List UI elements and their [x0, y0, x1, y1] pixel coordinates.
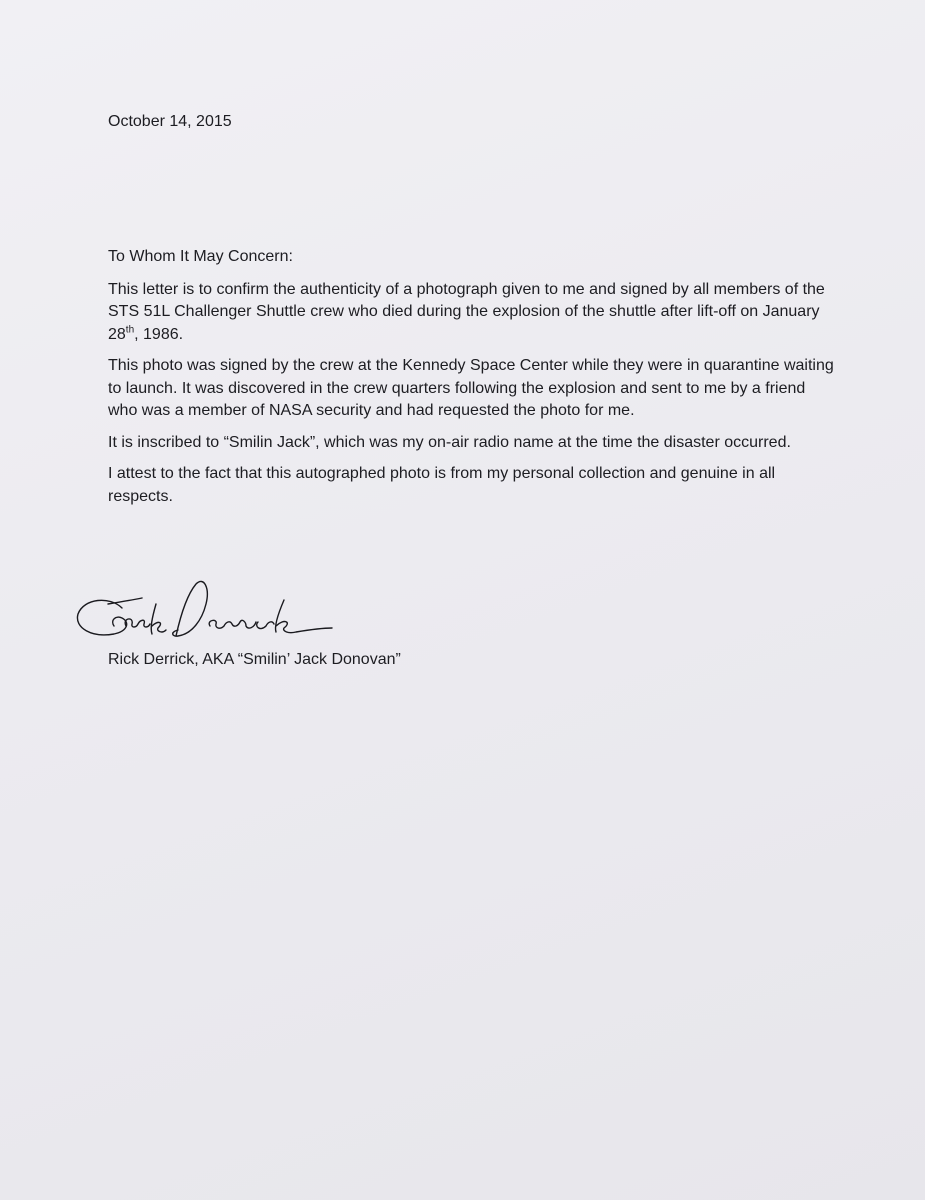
signature-drawing — [70, 578, 340, 650]
letter-body — [108, 246, 838, 517]
paragraph-authenticity — [108, 279, 838, 347]
paragraph-authenticity-year: , 1986. — [134, 325, 184, 343]
paragraph-inscription: It is inscribed to “Smilin Jack”, which was my on-air radio name at the time the disaster occurred. — [108, 433, 791, 451]
signature-strokes — [77, 581, 332, 636]
paragraph-provenance: This photo was signed by the crew at the Kennedy Space Center while they were in quarantine waiting to launch. It was discovered in the crew quarters following the explosion and sent to me by a friend who was a member of NASA security and had requested the photo for me. — [108, 357, 834, 419]
paragraph-authenticity-text: This letter is to confirm the authenticity of a photograph given to me and signed by all members of the STS 51L Challenger Shuttle crew who died during the explosion of the shuttle after lift-off on January 28 — [108, 280, 825, 343]
date-ordinal-superscript: th — [125, 324, 135, 336]
handwritten-signature — [70, 578, 340, 650]
signatory-name: Rick Derrick, AKA “Smilin’ Jack Donovan” — [108, 651, 401, 668]
letter-date: October 14, 2015 — [108, 113, 232, 130]
paragraph-attestation: I attest to the fact that this autographed photo is from my personal collection and genuine in all respects. — [108, 465, 776, 505]
salutation: To Whom It May Concern: — [108, 248, 293, 265]
